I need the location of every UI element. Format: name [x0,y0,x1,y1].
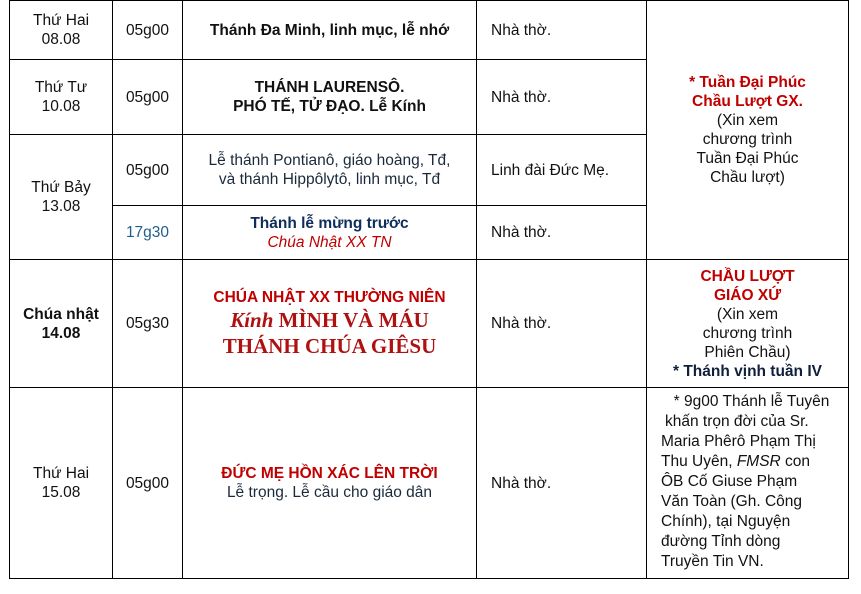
table-row [10,388,849,579]
day-cell [10,60,113,135]
day-name: Chúa nhật [23,305,99,323]
note-week-line2: Chầu Lượt GX. [692,93,803,110]
note-mon-line4a: Thu Uyên, [661,453,737,470]
note-sun-line4: chương trình [702,324,793,342]
note-sunday [647,260,849,388]
note-week [647,1,849,260]
note-week-line4: chương trình [702,131,793,148]
schedule-table [9,0,849,579]
place-cell: Nhà thờ. [477,260,647,388]
mass-title [183,388,477,579]
day-name: Thứ Tư [34,79,88,96]
place-cell: Nhà thờ. [477,206,647,260]
note-week-line3: (Xin xem [716,112,779,129]
place-cell: Nhà thờ. [477,388,647,579]
mass-title [183,135,477,206]
mass-title [183,260,477,388]
time-cell: 05g00 [113,1,183,60]
note-mon-line7: Chính), tại Nguyện [661,513,791,530]
place-cell: Linh đài Đức Mẹ. [477,135,647,206]
day-cell [10,260,113,388]
note-sun-line5: Phiên Chầu) [704,343,791,361]
note-mon-line8: đường Tỉnh dòng [661,533,781,550]
time-cell: 05g30 [113,260,183,388]
day-date: 14.08 [41,324,81,342]
note-mon-line9: Truyền Tin VN. [661,553,764,570]
note-mon-line4 [661,452,842,472]
mass-title-line1: CHÚA NHẬT XX THƯỜNG NIÊN [213,289,446,306]
note-week-line1: * Tuần Đại Phúc [689,74,806,91]
day-name: Thứ Bảy [31,179,91,196]
mass-title: Thánh Đa Minh, linh mục, lễ nhớ [183,1,477,60]
day-cell [10,1,113,60]
note-sun-line6: * Thánh vịnh tuần IV [673,362,822,380]
day-date: 15.08 [41,484,81,501]
mass-title [183,206,477,260]
day-name: Thứ Hai [32,465,90,482]
day-cell [10,388,113,579]
note-week-line5: Tuần Đại Phúc [696,150,799,167]
time-cell: 05g00 [113,135,183,206]
mass-title-line1: ĐỨC MẸ HỒN XÁC LÊN TRỜI [221,465,438,482]
mass-title-line2: Chúa Nhật XX TN [267,233,392,251]
mass-title-line2-italic: Kính [230,308,274,332]
note-mon-line2: khấn trọn đời của Sr. [665,413,809,430]
mass-title-line2: và thánh Hippôlytô, linh mục, Tđ [218,171,441,188]
note-mon-line4b: FMSR [736,453,781,470]
day-cell [10,135,113,260]
note-sun-line3: (Xin xem [716,305,779,323]
time-cell: 05g00 [113,388,183,579]
place-cell: Nhà thờ. [477,1,647,60]
mass-title-line1: Lễ thánh Pontianô, giáo hoàng, Tđ, [208,152,451,169]
note-sun-line2: GIÁO XỨ [713,286,782,304]
mass-title-line2: Lễ trọng. Lễ cầu cho giáo dân [226,484,433,501]
note-mon-line4c: con [780,453,811,470]
mass-title-line1: Thánh lễ mừng trước [250,214,409,232]
mass-title-line2-rest: MÌNH VÀ MÁU [273,308,429,332]
note-sun-line1: CHẦU LƯỢT [700,267,795,285]
note-mon-line1: * 9g00 Thánh lễ Tuyên [673,393,830,410]
day-date: 08.08 [41,31,81,48]
mass-title-line3: THÁNH CHÚA GIÊSU [222,334,437,358]
mass-title-line1: THÁNH LAURENSÔ. [254,79,405,96]
note-mon-line3: Maria Phêrô Phạm Thị [661,433,816,450]
table-row [10,1,849,60]
note-mon-line5: ÔB Cố Giuse Phạm [661,473,798,490]
place-cell: Nhà thờ. [477,60,647,135]
day-date: 13.08 [41,198,81,215]
note-monday [647,388,849,579]
note-mon-line6: Văn Toàn (Gh. Công [661,493,803,510]
time-cell: 17g30 [113,206,183,260]
note-week-line6: Chầu lượt) [710,169,785,186]
mass-title [183,60,477,135]
time-cell: 05g00 [113,60,183,135]
table-row [10,260,849,388]
mass-title-line2 [183,307,476,333]
mass-title-line2: PHÓ TẾ, TỬ ĐẠO. Lễ Kính [233,98,426,115]
day-date: 10.08 [41,98,81,115]
day-name: Thứ Hai [32,12,90,29]
